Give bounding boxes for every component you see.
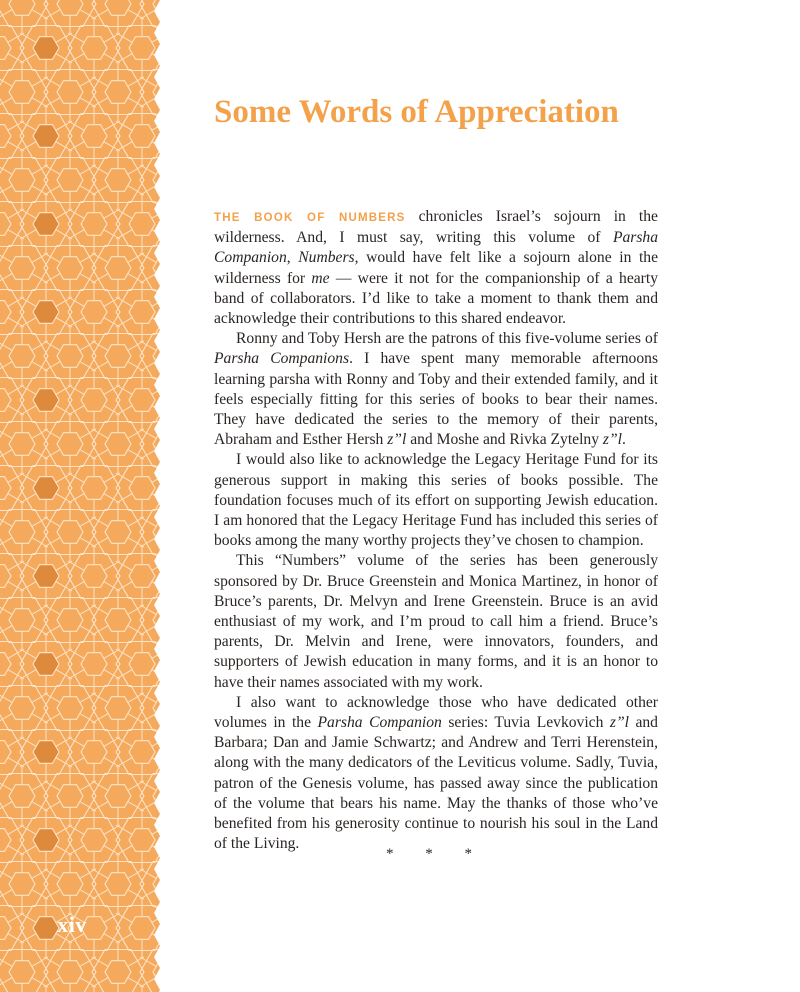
page-number: xiv: [57, 912, 87, 937]
paragraph-2-segment: z”l: [602, 431, 622, 449]
paragraph-5-segment: I also want to acknowledge those who have dedicated other volumes in the: [214, 693, 658, 732]
paragraph-1-segment: Parsha Companion: [214, 229, 658, 267]
decorative-pattern-border: [0, 0, 160, 992]
paragraph-1-segment: chronicles Israel’s sojourn in the wilderness. And, I must say, writing this volume of: [214, 208, 658, 247]
paragraph-1-segment: ,: [286, 249, 299, 267]
paragraph-4: [214, 551, 658, 692]
paragraph-1-segment: , would have felt like a sojourn alone in the wilderness for: [214, 249, 658, 287]
paragraph-2-segment: Parsha Companions: [214, 350, 350, 368]
paragraph-1-segment: me: [311, 269, 330, 287]
paragraph-3: [214, 450, 658, 551]
paragraph-lead-in: THE BOOK OF NUMBERS: [214, 212, 406, 224]
paragraph-2-segment: Ronny and Toby Hersh are the patrons of this five-volume series of: [236, 330, 658, 348]
paragraph-4-segment: This “Numbers” volume of the series has been generously sponsored by Dr. Bruce Greenstein and Monica Martinez, in honor of Bruce’s parents, Dr. Melvyn and Irene Greenstein. Bruce is an avid enthusiast of my work, and I’m proud to call him a friend. Bruce’s parents, Dr. Melvin and Irene, were innovators, founders, and supporters of Jewish education in many forms, and it is an honor to have their names associated with my work.: [214, 552, 658, 691]
paragraph-5-segment: and Barbara; Dan and Jamie Schwartz; and Andrew and Terri Herenstein, along with the many dedicators of the Leviticus volume. Sadly, Tuvia, patron of the Genesis volume, has passed away since the publication of the volume that bears his name. May the thanks of those who’ve benefited from his generosity continue to nourish his soul in the Land of the Living.: [214, 714, 658, 853]
paragraph-5-segment: z”l: [609, 714, 629, 732]
paragraph-2-segment: and Moshe and Rivka Zytelny: [406, 431, 603, 449]
body-text: [214, 207, 658, 855]
section-separator: * * *: [386, 846, 486, 862]
paragraph-5-segment: Parsha Companion: [317, 714, 442, 732]
paragraph-2: [214, 329, 658, 450]
paragraph-3-segment: I would also like to acknowledge the Legacy Heritage Fund for its generous support in making this series of books possible. The foundation focuses much of its effort on supporting Jewish education. I am honored that the Legacy Heritage Fund has included this series of books among the many worthy projects they’ve chosen to champion.: [214, 451, 658, 550]
paragraph-1-segment: Numbers: [298, 249, 355, 267]
paragraph-1: [214, 207, 658, 329]
paragraph-5: [214, 693, 658, 855]
paragraph-1-segment: — were it not for the companionship of a hearty band of collaborators. I’d like to take a moment to thank them and acknowledge their contributions to this shared endeavor.: [214, 269, 659, 328]
paragraph-2-segment: .: [622, 431, 626, 449]
hexagon-tile-pattern: [0, 0, 160, 992]
paragraph-5-segment: series: Tuvia Levkovich: [441, 714, 610, 732]
paragraph-2-segment: z”l: [387, 431, 407, 449]
page-title: Some Words of Appreciation: [214, 94, 619, 130]
paragraph-2-segment: . I have spent many memorable afternoons learning parsha with Ronny and Toby and their extended family, and it feels especially fitting for this series of books to bear their names. They have dedicated the series to the memory of their parents, Abraham and Esther Hersh: [214, 350, 659, 449]
